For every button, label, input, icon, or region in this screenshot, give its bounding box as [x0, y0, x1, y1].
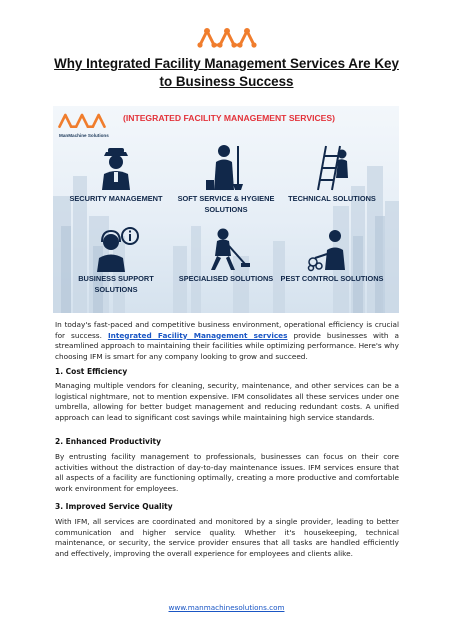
section-heading-improved-service-quality: 3. Improved Service Quality	[55, 502, 173, 511]
service-label: SECURITY MANAGEMENT	[69, 194, 163, 203]
banner-logo-icon	[57, 110, 107, 130]
section-text-improved-service-quality	[55, 517, 399, 559]
service-security-management	[61, 142, 171, 205]
intro-text-after: provide businesses with a streamlined approach to maintaining their facilities while optimizing performance. Here's why choosing IFM is smart for any company looking to grow and succeed.	[55, 330, 399, 361]
vacuum-cleaning-icon	[201, 226, 251, 272]
section-paragraph: By entrusting facility management to professionals, businesses can focus on their core activities without the distraction of day-to-day maintenance issues. IFM services ensure that all aspects of a facility are functioning optimally, creating a more productive and comfortable work environment for employees.	[55, 452, 399, 493]
service-label: SOFT SERVICE & HYGIENE SOLUTIONS	[177, 194, 275, 214]
section-text-cost-efficiency	[55, 381, 399, 423]
support-agent-icon	[91, 226, 141, 272]
section-paragraph: Managing multiple vendors for cleaning, security, maintenance, and other services can be a logistical nightmare, not to mention expensive. IFM consolidates all these services under one umbrella, allowing for better budget management and reducing redundant costs. A unified approach can lead to significant cost savings while maintaining high service standards.	[55, 381, 399, 422]
banner-logo	[57, 110, 107, 134]
banner-heading: (INTEGRATED FACILITY MANAGEMENT SERVICES)	[123, 113, 335, 123]
section-text-enhanced-productivity	[55, 452, 399, 494]
document-title: Why Integrated Facility Management Services Are Key to Business Success	[54, 56, 399, 89]
service-business-support	[61, 226, 171, 295]
janitor-icon	[204, 142, 248, 192]
footer-website-link[interactable]: www.manmachinesolutions.com	[168, 603, 285, 612]
service-label: SPECIALISED SOLUTIONS	[178, 274, 274, 283]
pest-sprayer-icon	[307, 226, 357, 272]
section-heading-cost-efficiency: 1. Cost Efficiency	[55, 367, 128, 376]
service-specialised-solutions	[171, 226, 281, 285]
company-logo-icon	[197, 26, 257, 48]
company-logo	[0, 26, 453, 48]
ifm-services-link[interactable]: Integrated Facility Management services	[107, 330, 288, 340]
service-label: BUSINESS SUPPORT SOLUTIONS	[78, 274, 154, 294]
section-paragraph: With IFM, all services are coordinated and monitored by a single provider, leading to better communication and higher service quality. Whether it's housekeeping, technical maintenance, or security, the service provider ensures that all tasks are handled efficiently and effectively, improving the overall experience for employees and clients alike.	[55, 517, 399, 558]
service-soft-service-hygiene	[171, 142, 281, 215]
banner-brand-name: ManMachine Solutions	[59, 133, 109, 138]
intro-text-before: In today's fast-paced and competitive business environment, operational efficiency is crucial for success.	[55, 320, 399, 340]
service-technical-solutions	[277, 142, 387, 205]
security-guard-icon	[94, 142, 138, 192]
services-banner	[53, 106, 399, 313]
intro-paragraph	[55, 320, 399, 362]
section-heading-enhanced-productivity: 2. Enhanced Productivity	[55, 437, 161, 446]
service-pest-control	[277, 226, 387, 285]
technician-ladder-icon	[310, 142, 354, 192]
service-label: TECHNICAL SOLUTIONS	[288, 194, 376, 203]
service-label: PEST CONTROL SOLUTIONS	[280, 274, 384, 283]
